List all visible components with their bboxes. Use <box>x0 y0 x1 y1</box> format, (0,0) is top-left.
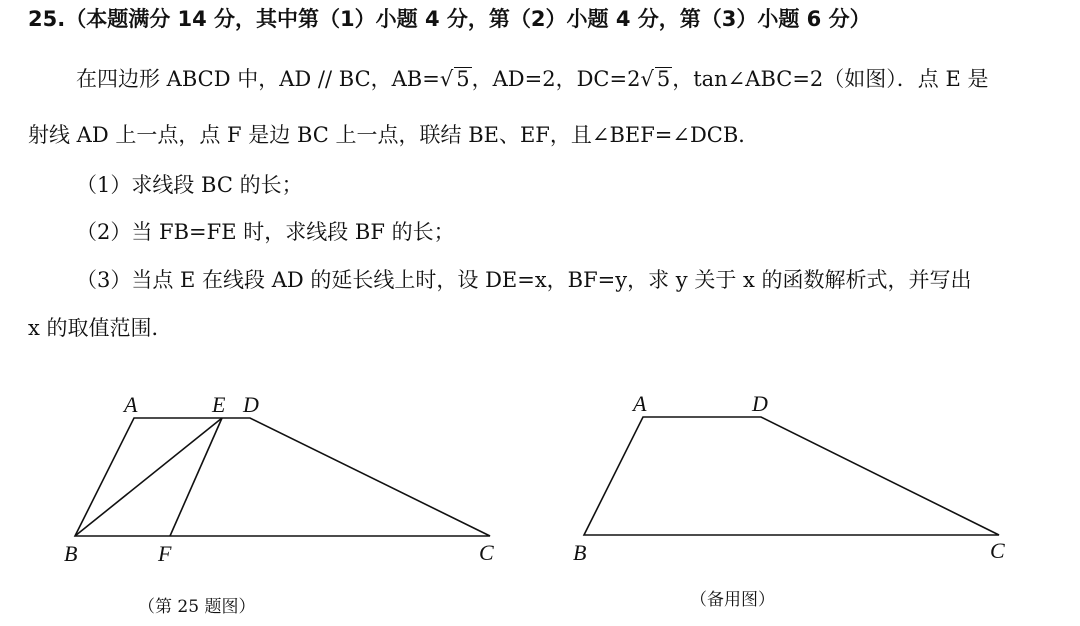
question-3-line1: （3）当点 E 在线段 AD 的延长线上时，设 DE=x，BF=y，求 y 关于 x 的函数解析式，并写出 <box>76 268 972 292</box>
label-d: D <box>243 392 259 417</box>
figure-caption-main: （第 25 题图） <box>138 597 256 617</box>
stem-part-c: ，tan∠ABC=2（如图）．点 E 是 <box>672 67 989 91</box>
sqrt-radicand-2: 5 <box>656 67 671 91</box>
stem-part-b: ，AD=2，DC=2 <box>471 67 641 91</box>
problem-stem-line2: 射线 AD 上一点，点 F 是边 BC 上一点，联结 BE、EF，且∠BEF=∠DCB． <box>28 123 760 147</box>
sqrt-sign-2: √ <box>640 67 654 91</box>
figure-caption-backup: （备用图） <box>690 590 775 610</box>
question-2: （2）当 FB=FE 时，求线段 BF 的长； <box>76 220 455 244</box>
sqrt-radicand-1: 5 <box>456 67 470 91</box>
label-a-backup: A <box>633 391 647 416</box>
label-e: E <box>212 392 226 417</box>
segment-ef <box>170 418 222 536</box>
label-b: B <box>64 541 78 566</box>
label-b-backup: B <box>573 540 587 565</box>
question-3-line2: x 的取值范围． <box>28 316 173 340</box>
problem-header: 25.（本题满分 14 分，其中第（1）小题 4 分，第（2）小题 4 分，第（3）小题 6 分） <box>28 7 871 31</box>
stem-part-a: 在四边形 ABCD 中，AD // BC，AB= <box>76 67 440 91</box>
label-d-backup: D <box>752 391 768 416</box>
sqrt-sign: √ <box>439 67 454 91</box>
label-c-backup: C <box>990 538 1005 563</box>
question-1: （1）求线段 BC 的长； <box>76 173 303 197</box>
figure-backup <box>573 391 1005 610</box>
trapezoid-abcd <box>75 418 490 536</box>
segment-be <box>75 418 222 536</box>
label-a: A <box>124 392 138 417</box>
label-f: F <box>158 541 172 566</box>
figure-main <box>64 392 494 617</box>
label-c: C <box>479 540 494 565</box>
trapezoid-abcd-backup <box>584 417 999 535</box>
